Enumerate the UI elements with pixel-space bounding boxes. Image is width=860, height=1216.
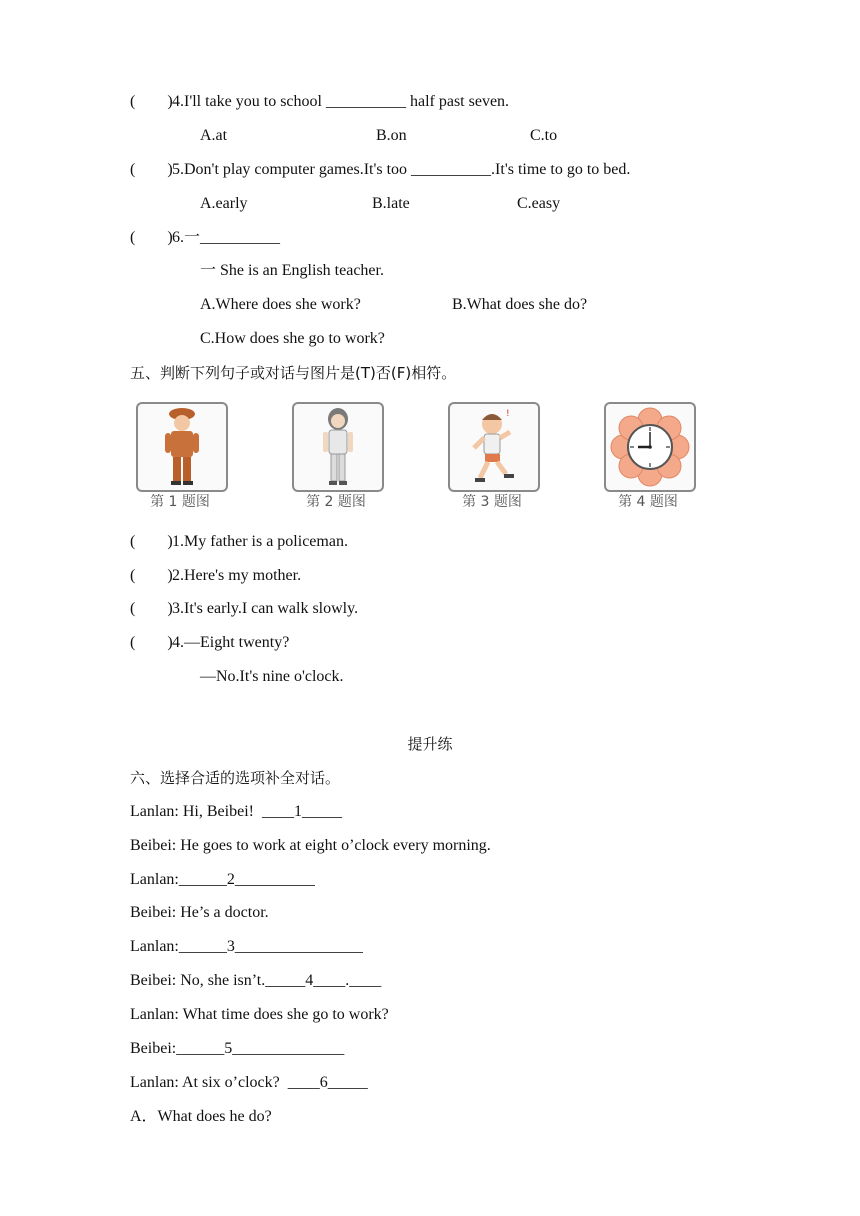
picture-3-frame — [448, 402, 540, 492]
blank-6: ____6_____ — [287, 1074, 368, 1091]
flower-clock-illustration — [606, 404, 694, 490]
blank-1: ____1_____ — [261, 803, 342, 820]
picture-2-caption: 第 2 题图 — [306, 494, 366, 510]
dialogue-line-1 — [130, 802, 342, 822]
picture-4-caption: 第 4 题图 — [618, 494, 678, 510]
dialogue-line-7 — [130, 1005, 389, 1025]
dialogue-line-2 — [130, 836, 491, 856]
blank-5: ______5______________ — [176, 1040, 345, 1057]
section-title: 提升练 — [407, 735, 453, 753]
dialogue-line-3 — [130, 870, 315, 890]
dialogue-speaker: Lanlan: Hi, Beibei! — [130, 803, 262, 820]
dialogue-line-5 — [130, 937, 363, 957]
part5-item-1-paren: ( ) — [130, 533, 173, 550]
dialogue-line-9 — [130, 1073, 368, 1093]
part5-heading: 五、判断下列句子或对话与图片是(T)否(F)相符。 — [130, 364, 457, 382]
q6-option-a: A.Where does she work? — [200, 296, 361, 313]
part5-item-2: 2.Here's my mother. — [172, 567, 302, 584]
q5-paren: ( ) — [130, 161, 173, 178]
blank-3: ______3________________ — [178, 938, 363, 955]
q4-paren: ( ) — [130, 93, 173, 110]
option-a: A．What does he do? — [130, 1108, 272, 1125]
part5-item-4: 4.—Eight twenty? — [172, 634, 290, 651]
part5-item-2-paren: ( ) — [130, 567, 173, 584]
picture-1-caption: 第 1 题图 — [150, 494, 210, 510]
blank-4: _____4____.____ — [265, 972, 382, 989]
q4-option-c: C.to — [530, 127, 558, 144]
q6-dialogue-line: 一 She is an English teacher. — [200, 262, 384, 279]
policeman-illustration — [138, 404, 226, 490]
q5-stem: 5.Don't play computer games.It's too __________.It's time to go to bed. — [172, 161, 631, 178]
dialogue-speaker: Lanlan: — [130, 871, 179, 888]
part5-item-3-paren: ( ) — [130, 600, 173, 617]
dialogue-speaker: Lanlan: What time does she go to work? — [130, 1006, 389, 1023]
part5-item-4-paren: ( ) — [130, 634, 173, 651]
q6-paren: ( ) — [130, 229, 173, 246]
q4-stem: 4.I'll take you to school __________ half past seven. — [172, 93, 510, 110]
part5-item-4-reply: —No.It's nine o'clock. — [200, 668, 344, 685]
dialogue-line-6 — [130, 971, 381, 991]
running-boy-illustration — [450, 404, 538, 490]
q5-option-b: B.late — [372, 195, 410, 212]
q6-stem: 6.一__________ — [172, 229, 281, 246]
part6-heading: 六、选择合适的选项补全对话。 — [130, 769, 341, 787]
picture-1-frame — [136, 402, 228, 492]
picture-2-frame — [292, 402, 384, 492]
picture-4-frame — [604, 402, 696, 492]
dialogue-line-4 — [130, 903, 269, 923]
svg-text:!: ! — [506, 409, 510, 419]
part5-item-1: 1.My father is a policeman. — [172, 533, 348, 550]
blank-2: ______2__________ — [178, 871, 315, 888]
dialogue-speaker: Lanlan: — [130, 938, 179, 955]
dialogue-line-8 — [130, 1039, 344, 1059]
q6-option-b: B.What does she do? — [452, 296, 588, 313]
dialogue-speaker: Beibei: He goes to work at eight o’clock every morning. — [130, 837, 491, 854]
part5-item-3: 3.It's early.I can walk slowly. — [172, 600, 359, 617]
q6-option-c: C.How does she go to work? — [200, 330, 385, 347]
dialogue-speaker: Beibei: He’s a doctor. — [130, 904, 269, 921]
dialogue-speaker: Beibei: — [130, 1040, 177, 1057]
dialogue-speaker: Lanlan: At six o’clock? — [130, 1074, 288, 1091]
woman-illustration — [294, 404, 382, 490]
q4-option-a: A.at — [200, 127, 228, 144]
q4-option-b: B.on — [376, 127, 407, 144]
dialogue-speaker: Beibei: No, she isn’t. — [130, 972, 266, 989]
picture-3-caption: 第 3 题图 — [462, 494, 522, 510]
q5-option-a: A.early — [200, 195, 248, 212]
q5-option-c: C.easy — [517, 195, 561, 212]
